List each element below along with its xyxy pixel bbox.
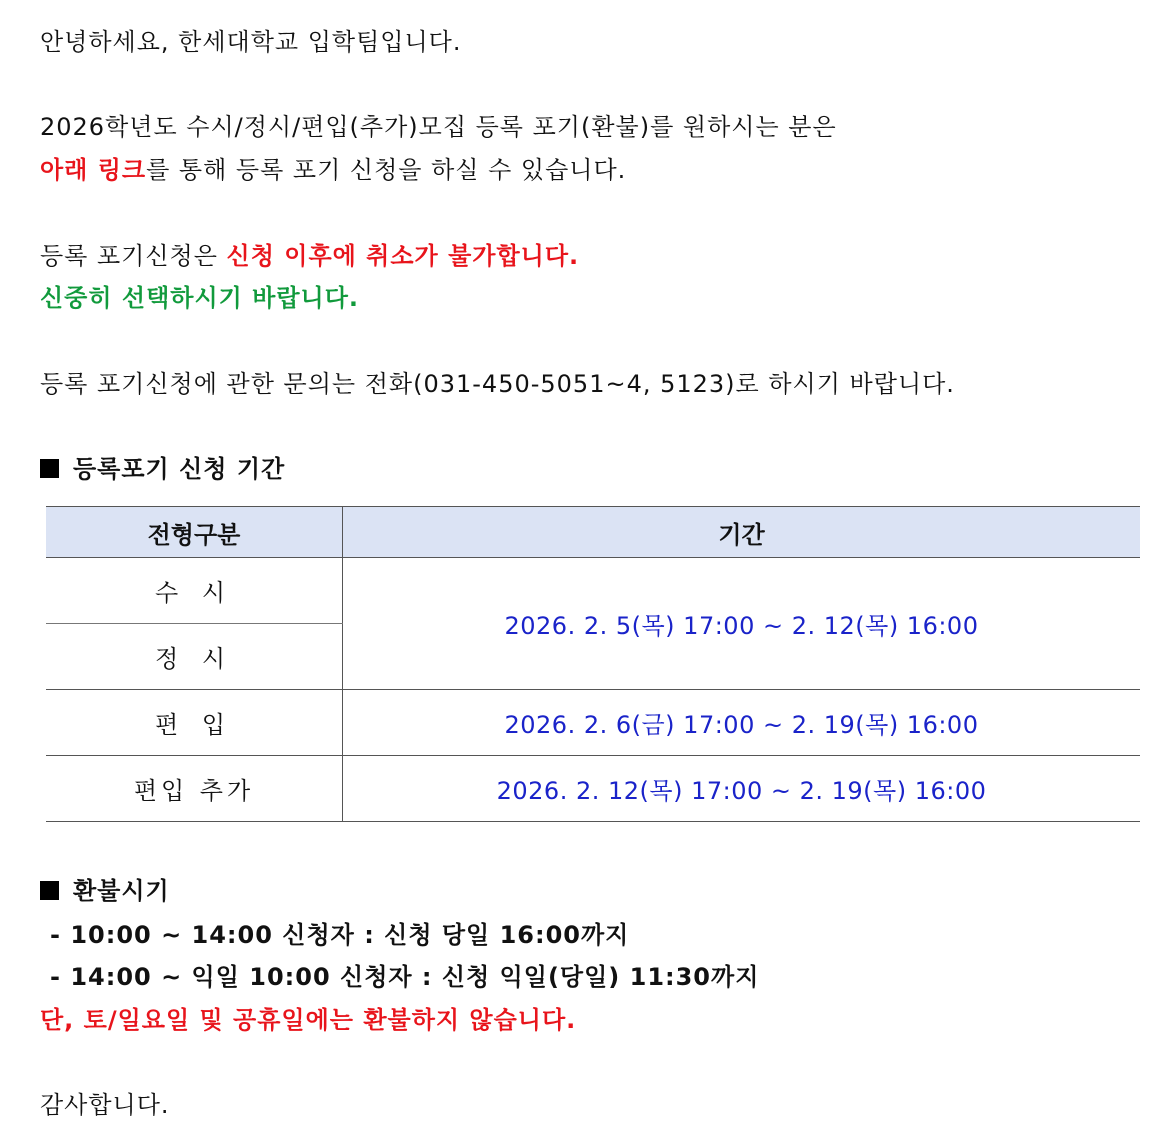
category-cell: 편 입 <box>46 690 343 756</box>
table-row <box>46 756 1140 822</box>
table-row <box>46 690 1140 756</box>
refund-heading-text: 환불시기 <box>73 877 170 905</box>
refund-note: 단, 토/일요일 및 공휴일에는 환불하지 않습니다. <box>40 1006 577 1034</box>
apply-link[interactable]: 아래 링크 <box>40 156 147 184</box>
category-cell: 수 시 <box>46 558 343 624</box>
table-header-row <box>46 507 1140 558</box>
period-table <box>46 506 1140 822</box>
warning-prefix: 등록 포기신청은 <box>40 242 227 270</box>
table-row <box>46 558 1140 624</box>
category-cell: 편입 추가 <box>46 756 343 822</box>
period-heading-text: 등록포기 신청 기간 <box>73 455 286 483</box>
period-cell: 2026. 2. 5(목) 17:00 ~ 2. 12(목) 16:00 <box>343 558 1141 690</box>
contact-text: 등록 포기신청에 관한 문의는 전화(031-450-5051~4, 5123)로 하시기 바랍니다. <box>40 370 955 398</box>
intro-line-2 <box>40 154 626 186</box>
refund-heading <box>40 875 170 907</box>
intro-line-2-text: 를 통해 등록 포기 신청을 하실 수 있습니다. <box>146 156 627 184</box>
period-cell: 2026. 2. 12(목) 17:00 ~ 2. 19(목) 16:00 <box>343 756 1141 822</box>
square-bullet-icon <box>40 459 59 478</box>
refund-item: - 10:00 ~ 14:00 신청자 : 신청 당일 16:00까지 <box>50 921 630 949</box>
header-category: 전형구분 <box>46 507 343 558</box>
warning-line <box>40 240 579 272</box>
period-heading <box>40 453 285 485</box>
intro-line-1: 2026학년도 수시/정시/편입(추가)모집 등록 포기(환불)를 원하시는 분은 <box>40 113 837 141</box>
header-period: 기간 <box>343 507 1141 558</box>
greeting-text: 안녕하세요, 한세대학교 입학팀입니다. <box>40 28 462 56</box>
category-cell: 정 시 <box>46 624 343 690</box>
period-cell: 2026. 2. 6(금) 17:00 ~ 2. 19(목) 16:00 <box>343 690 1141 756</box>
warning-green-text: 신중히 선택하시기 바랍니다. <box>40 284 360 312</box>
refund-item: - 14:00 ~ 익일 10:00 신청자 : 신청 익일(당일) 11:30까지 <box>50 963 760 991</box>
closing-text: 감사합니다. <box>40 1091 170 1119</box>
warning-red-text: 신청 이후에 취소가 불가합니다. <box>226 242 580 270</box>
square-bullet-icon <box>40 881 59 900</box>
